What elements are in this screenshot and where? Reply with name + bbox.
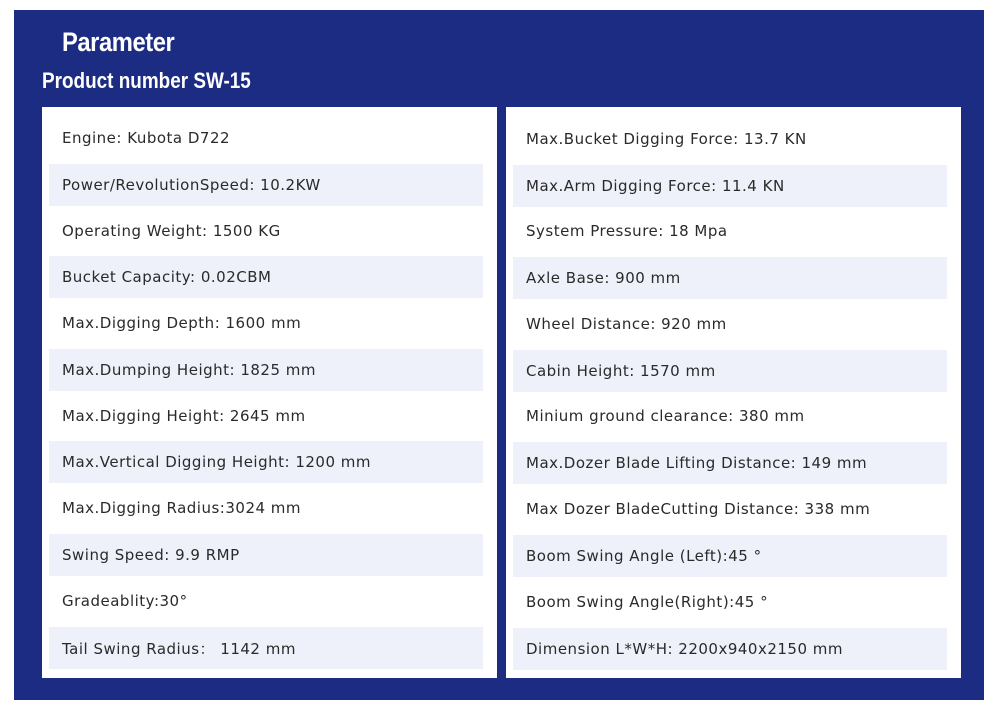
spec-row: Bucket Capacity: 0.02CBM [49,256,483,298]
spec-row: Max.Bucket Digging Force: 13.7 KN [526,130,807,148]
spec-row: Dimension L*W*H: 2200x940x2150 mm [513,628,947,670]
page-title: Parameter [62,27,175,57]
spec-row: Cabin Height: 1570 mm [513,350,947,392]
spec-row: Max.Dozer Blade Lifting Distance: 149 mm [513,442,947,484]
spec-panel-right [506,107,961,678]
spec-row: Operating Weight: 1500 KG [62,222,281,240]
spec-row: Max.Digging Height: 2645 mm [62,407,306,425]
spec-row: Power/RevolutionSpeed: 10.2KW [49,164,483,206]
spec-row: Max.Arm Digging Force: 11.4 KN [513,165,947,207]
spec-row: Gradeablity:30° [62,592,188,610]
spec-row: Max.Vertical Digging Height: 1200 mm [49,441,483,483]
spec-row: Boom Swing Angle (Left):45 ° [513,535,947,577]
spec-row: Max Dozer BladeCutting Distance: 338 mm [526,500,871,518]
spec-panel-left [42,107,497,678]
spec-row: Swing Speed: 9.9 RMP [49,534,483,576]
product-number: Product number SW-15 [42,68,251,93]
spec-row: System Pressure: 18 Mpa [526,222,728,240]
spec-row: Engine: Kubota D722 [62,129,231,147]
spec-row: Axle Base: 900 mm [513,257,947,299]
spec-row: Max.Dumping Height: 1825 mm [49,349,483,391]
spec-row: Minium ground clearance: 380 mm [526,407,805,425]
spec-row: Max.Digging Depth: 1600 mm [62,314,302,332]
spec-row: Max.Digging Radius:3024 mm [62,499,302,517]
spec-row: Boom Swing Angle(Right):45 ° [526,593,769,611]
spec-row: Wheel Distance: 920 mm [526,315,727,333]
spec-row: Tail Swing Radius： 1142 mm [49,627,483,669]
